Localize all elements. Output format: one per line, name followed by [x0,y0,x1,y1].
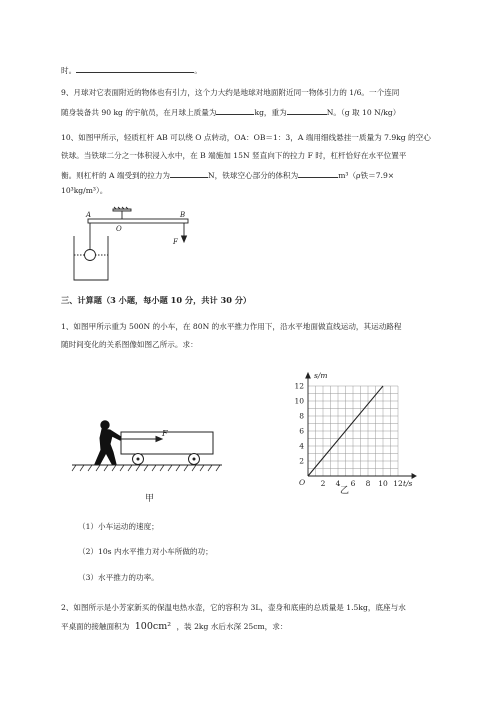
q10-line4: 10³kg/m³）。 [61,186,108,195]
ground-hatch [72,465,220,471]
x-tick-label: 10 [378,479,388,488]
area-value: 100cm² [134,621,172,632]
q9-line2 [61,106,400,117]
text-fragment: ，装 2kg 水后水深 25cm，求： [176,622,288,631]
text-fragment: N。（g 取 10 N/kg） [326,108,401,117]
text-fragment: 时。 [61,66,77,75]
text-fragment: N，铁球空心部分的体积为 [208,171,299,180]
y-tick-label: 4 [299,441,304,451]
text-fragment: 随身装备共 90 kg 的宇航员，在月球上质量为 [61,108,217,117]
y-axis-arrowhead [306,373,310,378]
iron-ball [85,250,96,261]
x-tick-label: 12 [393,479,403,488]
x-axis-arrowhead [412,474,416,478]
y-tick-label: 8 [299,411,304,421]
label-f: F [173,238,178,246]
chart-grid [308,386,398,476]
wheel-axle [193,458,195,460]
x-tick-label: 6 [350,479,356,488]
p1-line1: 1、如图甲所示重为 500N 的小车，在 80N 的水平推力作用下，沿水平地面做直线运动，其运动路程 [61,322,402,331]
lever-bar [88,219,188,223]
q9-line1: 9、月球对它表面附近的物体也有引力，这个力大约是地球对地面附近同一物体引力的 1/6。一个连同 [61,88,400,97]
label-o: O [116,225,122,233]
p1-line2: 随时间变化的关系图像如图乙所示。求： [61,340,198,349]
pivot-support [113,209,131,211]
caption-jia: 甲 [145,494,155,504]
x-axis-label: t/s [403,479,413,488]
text-fragment: 平桌面的接触面积为 [61,622,130,631]
q10-line1: 10、如图甲所示，轻质杠杆 AB 可以绕 O 点转动，OA：OB＝1：3，A 端用细线悬挂一质量为 7.9kg 的空心 [61,133,431,142]
y-tick-label: 12 [294,381,304,391]
force-label: F [162,429,168,438]
person-silhouette [95,421,121,464]
p2-line1: 2、如图所示是小芳家新买的保温电热水壶，它的容积为 3L，壶身和底座的总质量是 1.5kg，底座与水 [61,603,406,612]
force-arrowhead [182,236,187,242]
y-tick-label: 10 [294,396,304,406]
text-fragment: kg，重为 [254,108,287,117]
text-fragment: 。 [194,66,202,75]
subquestion-1: （1）小车运动的速度； [78,522,159,531]
text-fragment: m³（ρ铁＝7.9× [338,171,395,180]
text-fragment: 衡。则杠杆的 A 端受到的拉力为 [61,171,171,180]
label-b: B [180,211,186,219]
answer-blank[interactable] [76,64,194,73]
answer-line-prev [61,64,202,75]
st-chart [284,368,424,494]
cart-figure [68,418,226,478]
origin-label: O [299,478,306,487]
section-heading: 三、计算题（3 小题，每小题 10 分，共计 30 分） [61,295,252,305]
answer-blank-weight[interactable] [287,106,327,115]
caption-yi: 乙 [340,486,350,496]
x-tick-label: 8 [365,479,371,488]
x-tick-label: 2 [320,479,326,488]
wheel-axle [137,458,139,460]
subquestion-2: （2）10s 内水平推力对小车所做的功； [78,547,213,556]
subquestion-3: （3）水平推力的功率。 [78,573,159,582]
y-tick-label: 2 [299,456,304,466]
x-tick-label: 4 [335,479,341,488]
label-a: A [86,211,92,219]
answer-blank-mass[interactable] [216,106,254,115]
answer-blank-force[interactable] [170,169,208,178]
y-axis-label: s/m [314,371,328,380]
answer-blank-volume[interactable] [298,169,338,178]
y-tick-label: 6 [299,426,304,436]
q10-line2: 铁球。当铁球二分之一体积浸入水中，在 B 端施加 15N 竖直向下的拉力 F 时，杠杆恰好在水平位置平 [61,151,407,160]
lever-diagram [66,202,206,290]
q10-line3 [61,169,394,180]
p2-line2 [61,622,287,631]
